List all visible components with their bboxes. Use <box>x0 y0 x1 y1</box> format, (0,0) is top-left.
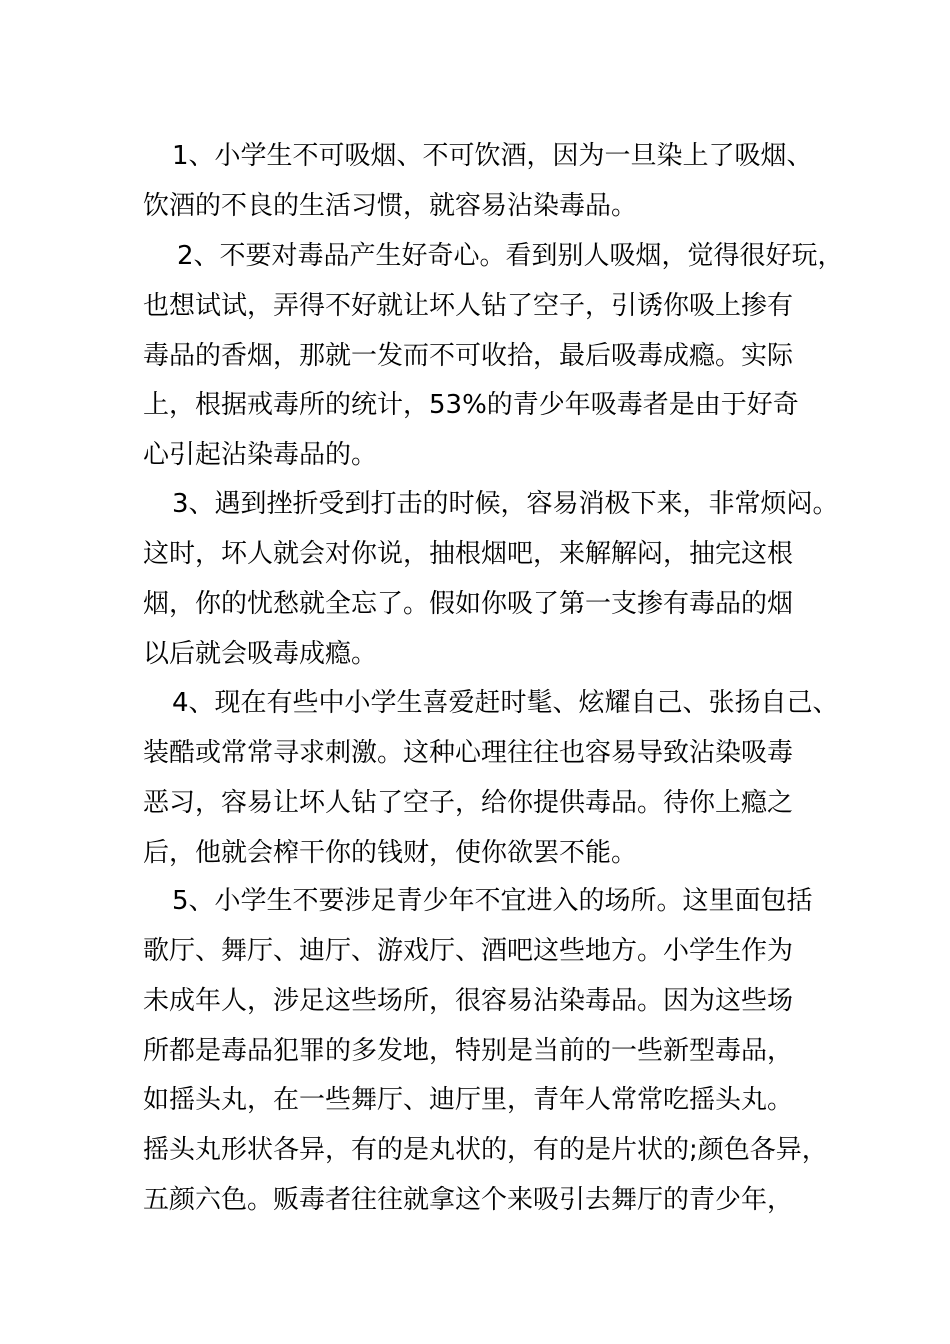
paragraph-4-line-1: 4、现在有些中小学生喜爱赶时髦、炫耀自己、张扬自己、 <box>172 688 839 718</box>
paragraph-3-line-3: 烟，你的忧愁就全忘了。假如你吸了第一支掺有毒品的烟 <box>143 589 794 619</box>
paragraph-1-line-1: 1、小学生不可吸烟、不可饮酒，因为一旦染上了吸烟、 <box>172 141 813 171</box>
paragraph-5-line-7: 五颜六色。贩毒者往往就拿这个来吸引去舞厅的青少年， <box>143 1185 794 1215</box>
paragraph-4-line-3: 恶习，容易让坏人钻了空子，给你提供毒品。待你上瘾之 <box>143 788 794 818</box>
paragraph-5-line-2: 歌厅、舞厅、迪厅、游戏厅、酒吧这些地方。小学生作为 <box>143 936 794 966</box>
paragraph-3-line-1: 3、遇到挫折受到打击的时候，容易消极下来，非常烦闷。 <box>172 489 839 519</box>
paragraph-2-line-1: 2、不要对毒品产生好奇心。看到别人吸烟，觉得很好玩， <box>177 241 844 271</box>
paragraph-5-line-6: 摇头丸形状各异，有的是丸状的，有的是片状的;颜色各异， <box>143 1135 828 1165</box>
paragraph-5-line-1: 5、小学生不要涉足青少年不宜进入的场所。这里面包括 <box>172 886 813 916</box>
paragraph-4-line-2: 装酷或常常寻求刺激。这种心理往往也容易导致沾染吸毒 <box>143 738 794 768</box>
paragraph-1-line-2: 饮酒的不良的生活习惯，就容易沾染毒品。 <box>143 191 638 221</box>
paragraph-2-line-3: 毒品的香烟，那就一发而不可收拾，最后吸毒成瘾。实际 <box>143 341 794 371</box>
paragraph-2-line-2: 也想试试，弄得不好就让坏人钻了空子，引诱你吸上掺有 <box>143 291 794 321</box>
paragraph-4-line-4: 后，他就会榨干你的钱财，使你欲罢不能。 <box>143 838 638 868</box>
paragraph-5-line-4: 所都是毒品犯罪的多发地，特别是当前的一些新型毒品， <box>143 1036 794 1066</box>
paragraph-5-line-5: 如摇头丸，在一些舞厅、迪厅里，青年人常常吃摇头丸。 <box>143 1085 794 1115</box>
paragraph-5-line-3: 未成年人，涉足这些场所，很容易沾染毒品。因为这些场 <box>143 986 794 1016</box>
paragraph-3-line-4: 以后就会吸毒成瘾。 <box>143 639 378 669</box>
paragraph-2-line-5: 心引起沾染毒品的。 <box>143 440 378 470</box>
paragraph-3-line-2: 这时，坏人就会对你说，抽根烟吧，来解解闷，抽完这根 <box>143 539 794 569</box>
paragraph-2-line-4: 上，根据戒毒所的统计，53%的青少年吸毒者是由于好奇 <box>143 390 799 420</box>
